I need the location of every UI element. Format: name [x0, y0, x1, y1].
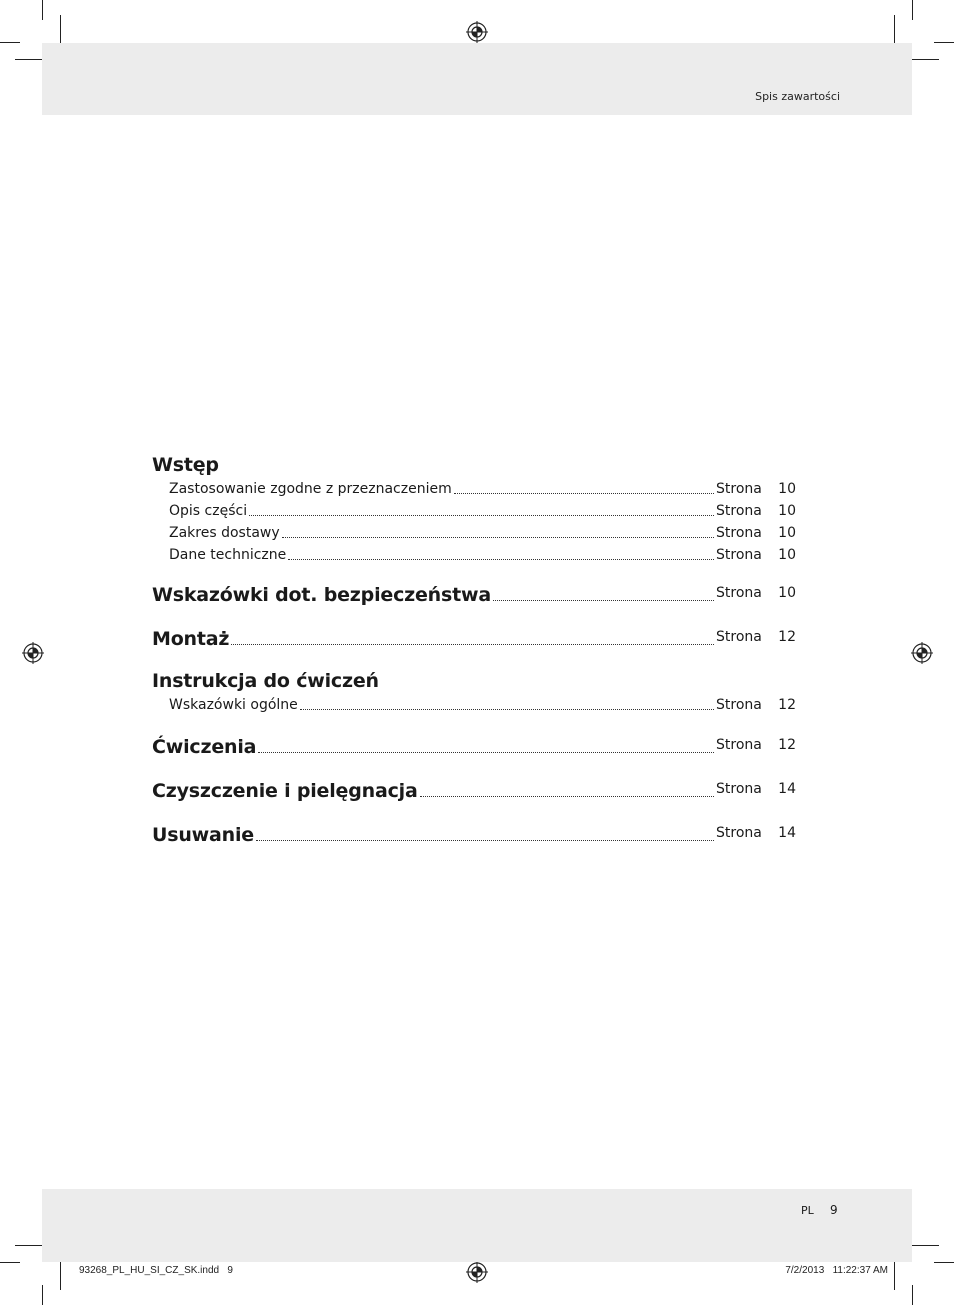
toc-heading-text: Wstęp	[152, 454, 219, 476]
toc-section-entry[interactable]	[152, 622, 796, 652]
toc-page-number: 14	[778, 781, 796, 797]
crop-mark	[912, 1285, 913, 1305]
dot-leader	[282, 536, 714, 538]
toc-page-number: 12	[778, 737, 796, 753]
toc-entry-label: Opis części	[169, 503, 248, 519]
toc-strona-label: Strona	[716, 503, 762, 519]
dot-leader	[420, 795, 714, 797]
toc-page-number: 12	[778, 697, 796, 713]
toc-section-entry[interactable]	[152, 730, 796, 760]
toc-entry-label: Zakres dostawy	[169, 525, 280, 541]
footer-language: PL	[801, 1204, 814, 1217]
toc-section	[152, 668, 796, 716]
toc-page-number: 10	[778, 547, 796, 563]
toc-page-number: 10	[778, 503, 796, 519]
registration-mark-icon	[22, 642, 44, 664]
dot-leader	[231, 643, 714, 645]
toc-heading-text: Usuwanie	[152, 824, 254, 846]
toc-strona-label: Strona	[716, 825, 762, 841]
crop-mark	[894, 1258, 895, 1290]
toc-strona-label: Strona	[716, 547, 762, 563]
toc-heading-text: Ćwiczenia	[152, 736, 257, 758]
toc-entry[interactable]	[152, 522, 796, 544]
toc-entry-label: Zastosowanie zgodne z przeznaczeniem	[169, 481, 452, 497]
registration-mark-icon	[466, 1261, 488, 1283]
toc-heading-text: Montaż	[152, 628, 230, 650]
toc-entry[interactable]	[152, 694, 796, 716]
toc-entry[interactable]	[152, 500, 796, 522]
footer-page-number: 9	[830, 1203, 838, 1217]
crop-mark	[0, 1262, 20, 1263]
registration-mark-icon	[466, 21, 488, 43]
crop-mark	[42, 0, 43, 20]
crop-mark	[912, 0, 913, 20]
crop-mark	[934, 1262, 954, 1263]
toc-heading-text: Instrukcja do ćwiczeń	[152, 670, 379, 692]
slug-date-text: 7/2/2013 11:22:37 AM	[785, 1265, 888, 1276]
toc-page-number: 10	[778, 525, 796, 541]
toc-page-number: 10	[778, 481, 796, 497]
registration-mark-icon	[911, 642, 933, 664]
toc-section-entry[interactable]	[152, 578, 796, 608]
dot-leader	[249, 514, 714, 516]
slug-file-info	[79, 1265, 233, 1276]
toc-page-number: 12	[778, 629, 796, 645]
toc-section	[152, 452, 796, 566]
toc-strona-label: Strona	[716, 697, 762, 713]
dot-leader	[256, 839, 714, 841]
toc-section-entry[interactable]	[152, 818, 796, 848]
toc-section-heading	[152, 452, 796, 478]
crop-mark	[934, 42, 954, 43]
table-of-contents	[152, 452, 796, 848]
slug-date-time	[785, 1265, 888, 1276]
crop-mark	[60, 1258, 61, 1290]
toc-entry[interactable]	[152, 478, 796, 500]
dot-leader	[454, 492, 714, 494]
toc-section-heading	[152, 668, 796, 694]
toc-heading-text: Czyszczenie i pielęgnacja	[152, 780, 418, 802]
toc-entry-label: Dane techniczne	[169, 547, 287, 563]
toc-strona-label: Strona	[716, 629, 762, 645]
toc-strona-label: Strona	[716, 585, 762, 601]
toc-strona-label: Strona	[716, 481, 762, 497]
toc-strona-label: Strona	[716, 737, 762, 753]
toc-strona-label: Strona	[716, 525, 762, 541]
dot-leader	[300, 708, 714, 710]
header-band	[42, 43, 912, 115]
toc-strona-label: Strona	[716, 781, 762, 797]
toc-section-entry[interactable]	[152, 774, 796, 804]
toc-page-number: 14	[778, 825, 796, 841]
crop-mark	[0, 42, 20, 43]
dot-leader	[258, 751, 714, 753]
crop-mark	[42, 1285, 43, 1305]
toc-entry[interactable]	[152, 544, 796, 566]
toc-entry-label: Wskazówki ogólne	[169, 697, 298, 713]
header-section-title: Spis zawartości	[755, 90, 840, 103]
dot-leader	[288, 558, 714, 560]
dot-leader	[493, 599, 714, 601]
toc-page-number: 10	[778, 585, 796, 601]
toc-heading-text: Wskazówki dot. bezpieczeństwa	[152, 584, 491, 606]
slug-file-text: 93268_PL_HU_SI_CZ_SK.indd 9	[79, 1265, 233, 1276]
footer-band	[42, 1189, 912, 1262]
